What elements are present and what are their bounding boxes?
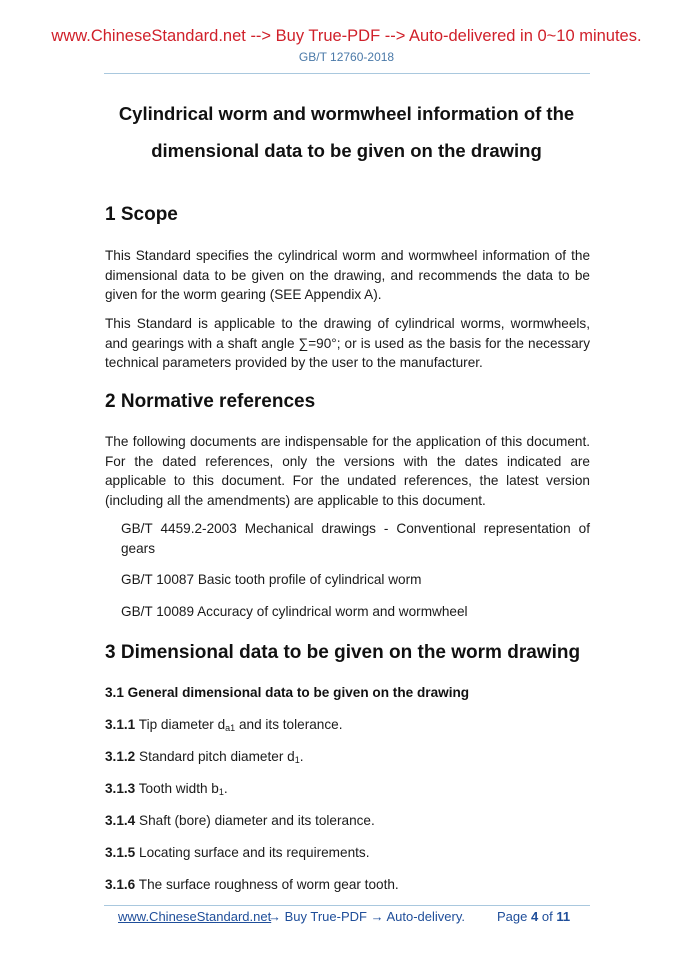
- clause-3-1-2: [105, 749, 303, 765]
- clause-text: Standard pitch diameter d: [139, 749, 295, 764]
- clause-text: Locating surface and its requirements.: [139, 845, 370, 860]
- page-label: Page: [497, 909, 528, 924]
- page-of: of: [541, 909, 553, 924]
- clause-text-tail: and its tolerance.: [235, 717, 343, 732]
- clause-3-1-4: [105, 813, 375, 828]
- page-indicator: [497, 909, 570, 924]
- promo-banner: www.ChineseStandard.net --> Buy True-PDF --> Auto-delivered in 0~10 minutes.: [51, 27, 642, 45]
- document-title-line-1: Cylindrical worm and wormwheel information of the: [118, 103, 575, 124]
- clause-text: Tip diameter d: [138, 717, 226, 732]
- clause-number: 3.1.5: [105, 845, 136, 860]
- footer-site-link[interactable]: www.ChineseStandard.net: [118, 909, 272, 924]
- section-heading-scope: 1 Scope: [105, 204, 178, 225]
- normative-intro-paragraph: The following documents are indispensable for the application of this document. For the dated references, only the versions with the dates indicated are applicable to this document. For the undated references, the latest version (including all the amendments) are applicable to this document.: [105, 434, 590, 508]
- clause-text: The surface roughness of worm gear tooth.: [138, 877, 399, 892]
- clause-number: 3.1.2: [105, 749, 136, 764]
- footer-divider: [104, 905, 590, 906]
- subscript: a1: [225, 723, 236, 733]
- current-page: 4: [531, 909, 539, 924]
- clause-number: 3.1.6: [105, 877, 136, 892]
- clause-3-1-1: [105, 717, 342, 733]
- clause-number: 3.1.1: [105, 717, 136, 732]
- subscript: 1: [218, 787, 224, 797]
- subscript: 1: [294, 755, 300, 765]
- document-title-line-2: dimensional data to be given on the drawing: [151, 140, 542, 161]
- reference-item: GB/T 4459.2-2003 Mechanical drawings - Conventional representation of gears: [121, 521, 590, 556]
- reference-item: GB/T 10089 Accuracy of cylindrical worm and wormwheel: [121, 604, 468, 619]
- clause-number: 3.1.3: [105, 781, 136, 796]
- clause-3-1-3: [105, 781, 228, 797]
- reference-item: GB/T 10087 Basic tooth profile of cylindrical worm: [121, 572, 422, 587]
- section-heading-worm-drawing: 3 Dimensional data to be given on the worm drawing: [105, 642, 581, 663]
- scope-paragraph-1: This Standard specifies the cylindrical worm and wormwheel information of the dimensional data to be given on the drawing, and recommends the data to be given for the worm gearing (SEE Appendix A).: [105, 248, 590, 302]
- footer-tagline: → Buy True-PDF → Auto-delivery.: [268, 909, 465, 924]
- clause-text-tail: .: [223, 781, 228, 796]
- total-pages: 11: [556, 909, 571, 924]
- scope-paragraph-2: This Standard is applicable to the drawing of cylindrical worms, wormwheels, and gearings with a shaft angle ∑=90°; or is used as the basis for the necessary technical parameters provided by the user to the manufacturer.: [105, 316, 590, 370]
- clause-3-1-5: [105, 845, 369, 860]
- header-divider: [104, 73, 590, 74]
- clause-number: 3.1.4: [105, 813, 136, 828]
- standard-number: GB/T 12760-2018: [298, 50, 395, 64]
- clause-3-1-6: [105, 877, 399, 892]
- clause-text: Tooth width b: [138, 781, 219, 796]
- section-heading-normative-references: 2 Normative references: [105, 391, 316, 412]
- clause-text: Shaft (bore) diameter and its tolerance.: [139, 813, 375, 828]
- subsection-heading-3-1: 3.1 General dimensional data to be given on the drawing: [105, 685, 470, 700]
- clause-text-tail: .: [299, 749, 304, 764]
